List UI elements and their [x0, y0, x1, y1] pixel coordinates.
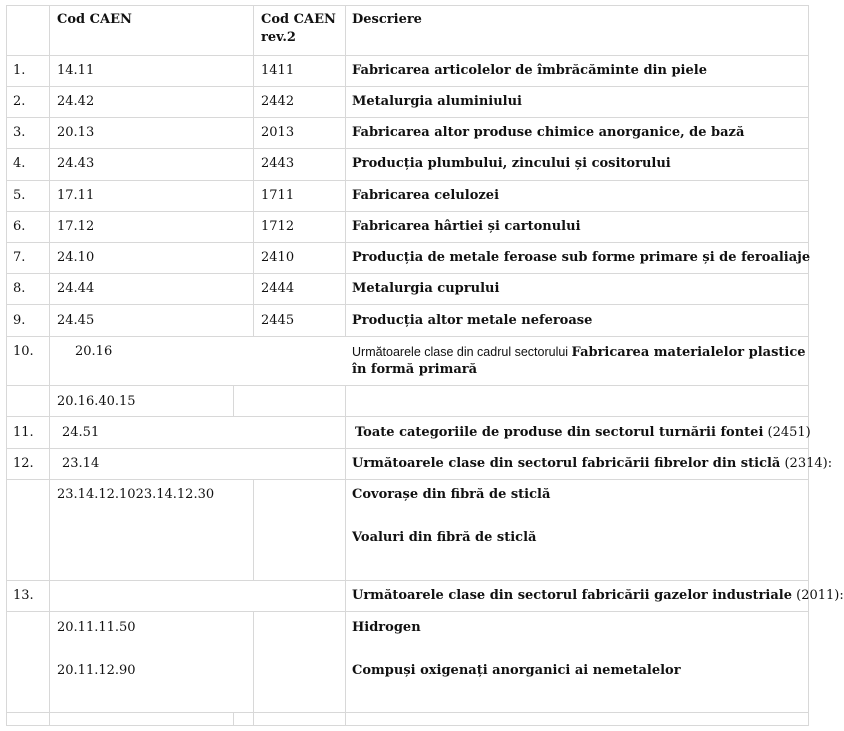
- sub-code: 20.11.11.50: [57, 620, 136, 635]
- grid-line: [6, 86, 809, 87]
- row-description-suffix: (2314):: [784, 456, 833, 471]
- row-number: 6.: [13, 219, 26, 234]
- row-rev-code: 2410: [261, 250, 295, 265]
- grid-line: [6, 385, 809, 386]
- row-description-bold: Următoarele clase din sectorul fabricării gazelor industriale: [352, 588, 792, 603]
- row-rev-code: 2013: [261, 125, 295, 140]
- header-cod-caen-rev2-line2: rev.2: [261, 30, 296, 45]
- sub-code: 20.11.12.90: [57, 663, 136, 678]
- grid-line: [6, 712, 809, 713]
- row-number: 5.: [13, 188, 26, 203]
- grid-line: [6, 242, 809, 243]
- row-description: Fabricarea articolelor de îmbrăcăminte din piele: [352, 63, 707, 78]
- row-description-suffix: (2011):: [796, 588, 844, 603]
- grid-line: [253, 611, 254, 726]
- row-code: 24.51: [62, 425, 100, 440]
- sub-item: Hidrogen: [352, 620, 421, 635]
- row-rev-code: 1712: [261, 219, 295, 234]
- grid-line: [6, 611, 809, 612]
- row-rev-code: 2442: [261, 94, 295, 109]
- row-description-suffix: (2451): [767, 425, 811, 440]
- row-description: [352, 455, 832, 473]
- row-description: Producția plumbului, zincului și cositorului: [352, 156, 671, 171]
- row-code: 23.14: [62, 456, 100, 471]
- grid-line: [345, 385, 346, 726]
- sub-item: Compuși oxigenați anorganici ai nemetalelor: [352, 663, 681, 678]
- row-number: 11.: [13, 425, 34, 440]
- grid-line: [6, 211, 809, 212]
- grid-line: [6, 148, 809, 149]
- grid-line: [6, 5, 7, 726]
- row-code: 17.11: [57, 188, 95, 203]
- row-code: 20.16: [75, 344, 113, 359]
- grid-line: [6, 416, 809, 417]
- row-description: [355, 424, 811, 442]
- grid-line: [6, 180, 809, 181]
- row-code: 14.11: [57, 63, 95, 78]
- grid-line: [6, 336, 809, 337]
- grid-line: [6, 55, 809, 56]
- grid-line: [6, 117, 809, 118]
- grid-line: [6, 304, 809, 305]
- header-cod-caen-rev2: Cod CAEN: [261, 12, 336, 27]
- grid-line: [6, 448, 809, 449]
- row-rev-code: 2444: [261, 281, 295, 296]
- row-number: 2.: [13, 94, 26, 109]
- row-number: 7.: [13, 250, 26, 265]
- row-rev-code: 1411: [261, 63, 295, 78]
- row-description: [352, 587, 844, 605]
- sub-item: Voaluri din fibră de sticlă: [352, 530, 537, 545]
- row-number: 1.: [13, 63, 26, 78]
- row-code: 24.42: [57, 94, 95, 109]
- row-number: 3.: [13, 125, 26, 140]
- grid-line: [6, 580, 809, 581]
- row-number: 4.: [13, 156, 26, 171]
- row-description: [352, 343, 806, 362]
- grid-line: [233, 712, 234, 726]
- row-description: Fabricarea altor produse chimice anorganice, de bază: [352, 125, 745, 140]
- row-code: 17.12: [57, 219, 95, 234]
- grid-line: [345, 5, 346, 336]
- row-description-bold-line2: în formă primară: [352, 362, 478, 377]
- grid-line: [6, 479, 809, 480]
- sub-code: 23.14.12.1023.14.12.30: [57, 487, 215, 502]
- row-code: 24.45: [57, 313, 95, 328]
- row-description-bold: Fabricarea materialelor plastice: [571, 345, 806, 360]
- header-descriere: Descriere: [352, 12, 422, 27]
- grid-line: [233, 385, 234, 416]
- grid-line: [6, 725, 809, 726]
- row-number: 13.: [13, 588, 34, 603]
- row-number: 8.: [13, 281, 26, 296]
- row-rev-code: 2445: [261, 313, 295, 328]
- row-number: 12.: [13, 456, 34, 471]
- row-code: 20.13: [57, 125, 95, 140]
- row-description: Fabricarea celulozei: [352, 188, 500, 203]
- row-description: Producția de metale feroase sub forme primare și de feroaliaje: [352, 250, 811, 265]
- row-code: 24.43: [57, 156, 95, 171]
- row-description: Metalurgia cuprului: [352, 281, 500, 296]
- row-description: Producția altor metale neferoase: [352, 313, 593, 328]
- sub-code: 20.16.40.15: [57, 394, 136, 409]
- row-rev-code: 1711: [261, 188, 295, 203]
- grid-line: [808, 5, 809, 726]
- grid-line: [6, 273, 809, 274]
- sub-item: Covorașe din fibră de sticlă: [352, 487, 551, 502]
- row-description-bold: Următoarele clase din sectorul fabricării fibrelor din sticlă: [352, 456, 781, 471]
- row-number: 10.: [13, 344, 34, 359]
- header-cod-caen: Cod CAEN: [57, 12, 132, 27]
- grid-line: [253, 5, 254, 336]
- grid-line: [253, 479, 254, 580]
- row-description: Fabricarea hârtiei și cartonului: [352, 219, 581, 234]
- row-description: Metalurgia aluminiului: [352, 94, 522, 109]
- grid-line: [6, 5, 809, 6]
- row-code: 24.10: [57, 250, 95, 265]
- row-number: 9.: [13, 313, 26, 328]
- row-rev-code: 2443: [261, 156, 295, 171]
- row-description-prefix: Următoarele clase din cadrul sectorului: [352, 345, 572, 359]
- grid-line: [49, 5, 50, 726]
- row-description-bold: Toate categoriile de produse din sectorul turnării fontei: [355, 425, 764, 440]
- row-code: 24.44: [57, 281, 95, 296]
